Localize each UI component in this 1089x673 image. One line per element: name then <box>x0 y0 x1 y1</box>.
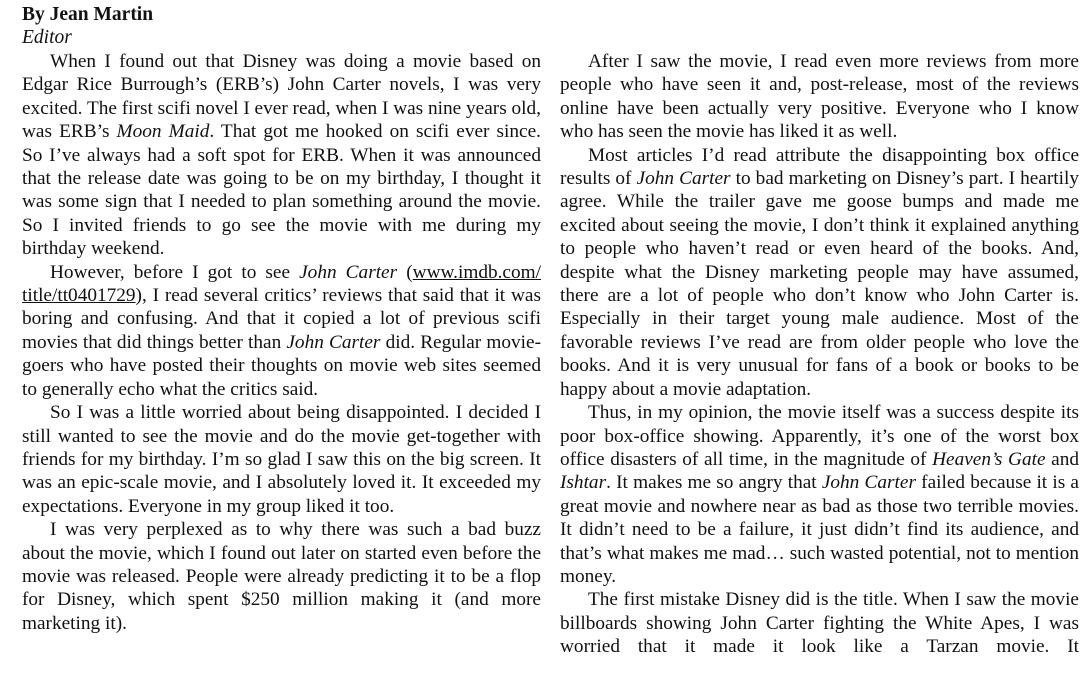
italic-title: John Carter <box>636 168 731 190</box>
italic-title: John Carter <box>821 472 916 494</box>
article-column-right <box>560 50 1079 659</box>
text-run: So I was a little worried about being disappointed. I decided I still wanted to see the movie and do the movie get-together with friends for my birthday. I’m so glad I saw this on the big screen. It was an epic-scale movie, and I absolutely loved it. It exceeded my expectations. Everyone in my group liked it too. <box>22 402 541 517</box>
paragraph <box>22 518 541 635</box>
paragraph <box>560 588 1079 658</box>
paragraph <box>560 144 1079 401</box>
text-run: When I found out that Disney was doing a movie based on Edgar Rice Burrough’s (ERB’s) John Carter novels, I was very excited. The first scifi novel I ever read, when I was nine years old, was ERB’s <box>22 51 541 143</box>
text-run: ), I read several critics’ reviews that said that it was boring and confusing. And that it copied a lot of previous scifi movies that did things better than <box>22 285 541 353</box>
url-link-text: www.imdb.com/ title/tt0401729 <box>22 261 541 307</box>
text-run: Most articles I’d read attribute the disappointing box office results of <box>560 144 1079 190</box>
paragraph <box>22 401 541 518</box>
italic-title: John Carter <box>286 331 381 353</box>
text-run: and <box>1045 448 1079 470</box>
italic-title: Moon Maid <box>116 121 210 143</box>
text-run: The first mistake Disney did is the title. When I saw the movie billboards showing John Carter fighting the White Apes, I was worried that it made it look like a Tarzan movie. It <box>560 589 1079 658</box>
author-role: Editor <box>22 27 72 48</box>
paragraph <box>22 261 541 401</box>
paragraph <box>560 50 1079 144</box>
text-run: After I saw the movie, I read even more reviews from more people who have seen it and, post-release, most of the reviews online have been actually very positive. Everyone who I know who has seen the movie has liked it as well. <box>560 51 1079 143</box>
paragraph <box>22 50 541 261</box>
text-run: . That got me hooked on scifi ever since. So I’ve always had a soft spot for ERB. When it was announced that the release date was going to be on my birthday, I thought it was some sign that I needed to plan something around the movie. So I invited friends to go see the movie with me during my birthday weekend. <box>22 121 541 260</box>
italic-title: John Carter <box>299 261 398 283</box>
italic-title: Heaven’s Gate <box>932 448 1046 470</box>
italic-title: Ishtar <box>560 472 607 494</box>
text-run: However, before I got to see <box>50 261 300 283</box>
text-run: . It makes me so angry that <box>606 472 822 494</box>
text-run: ( <box>397 261 413 283</box>
text-run: to bad marketing on Disney’s part. I heartily agree. While the trailer gave me goose bumps and made me excited about seeing the movie, I don’t think it explained anything to people who haven’t read or even heard of the books. And, despite what the Disney marketing people may have assumed, there are a lot of people who don’t know who John Carter is. Especially in their target young male audience. Most of the favorable reviews I’ve read are from older people who love the books. And it is very unusual for fans of a book or books to be happy about a movie adaptation. <box>560 168 1079 400</box>
text-run: did. Regular movie-goers who have posted their thoughts on movie web sites seemed to generally echo what the critics said. <box>22 331 541 400</box>
text-run: I was very perplexed as to why there was such a bad buzz about the movie, which I found out later on started even before the movie was released. People were already predicting it to be a flop for Disney, which spent $250 million making it (and more marketing it). <box>22 519 541 634</box>
text-run: Thus, in my opinion, the movie itself was a success despite its poor box-office showing. Apparently, it’s one of the worst box office disasters of all time, in the magnitude of <box>560 402 1079 470</box>
byline <box>22 3 542 49</box>
article-column-left <box>22 50 541 635</box>
paragraph <box>560 401 1079 588</box>
text-run: failed because it is a great movie and nowhere near as bad as those two terrible movies. It didn’t need to be a failure, it just didn’t find its audience, and that’s what makes me mad… such wasted potential, not to mention money. <box>560 472 1079 587</box>
author-name: By Jean Martin <box>22 4 154 25</box>
